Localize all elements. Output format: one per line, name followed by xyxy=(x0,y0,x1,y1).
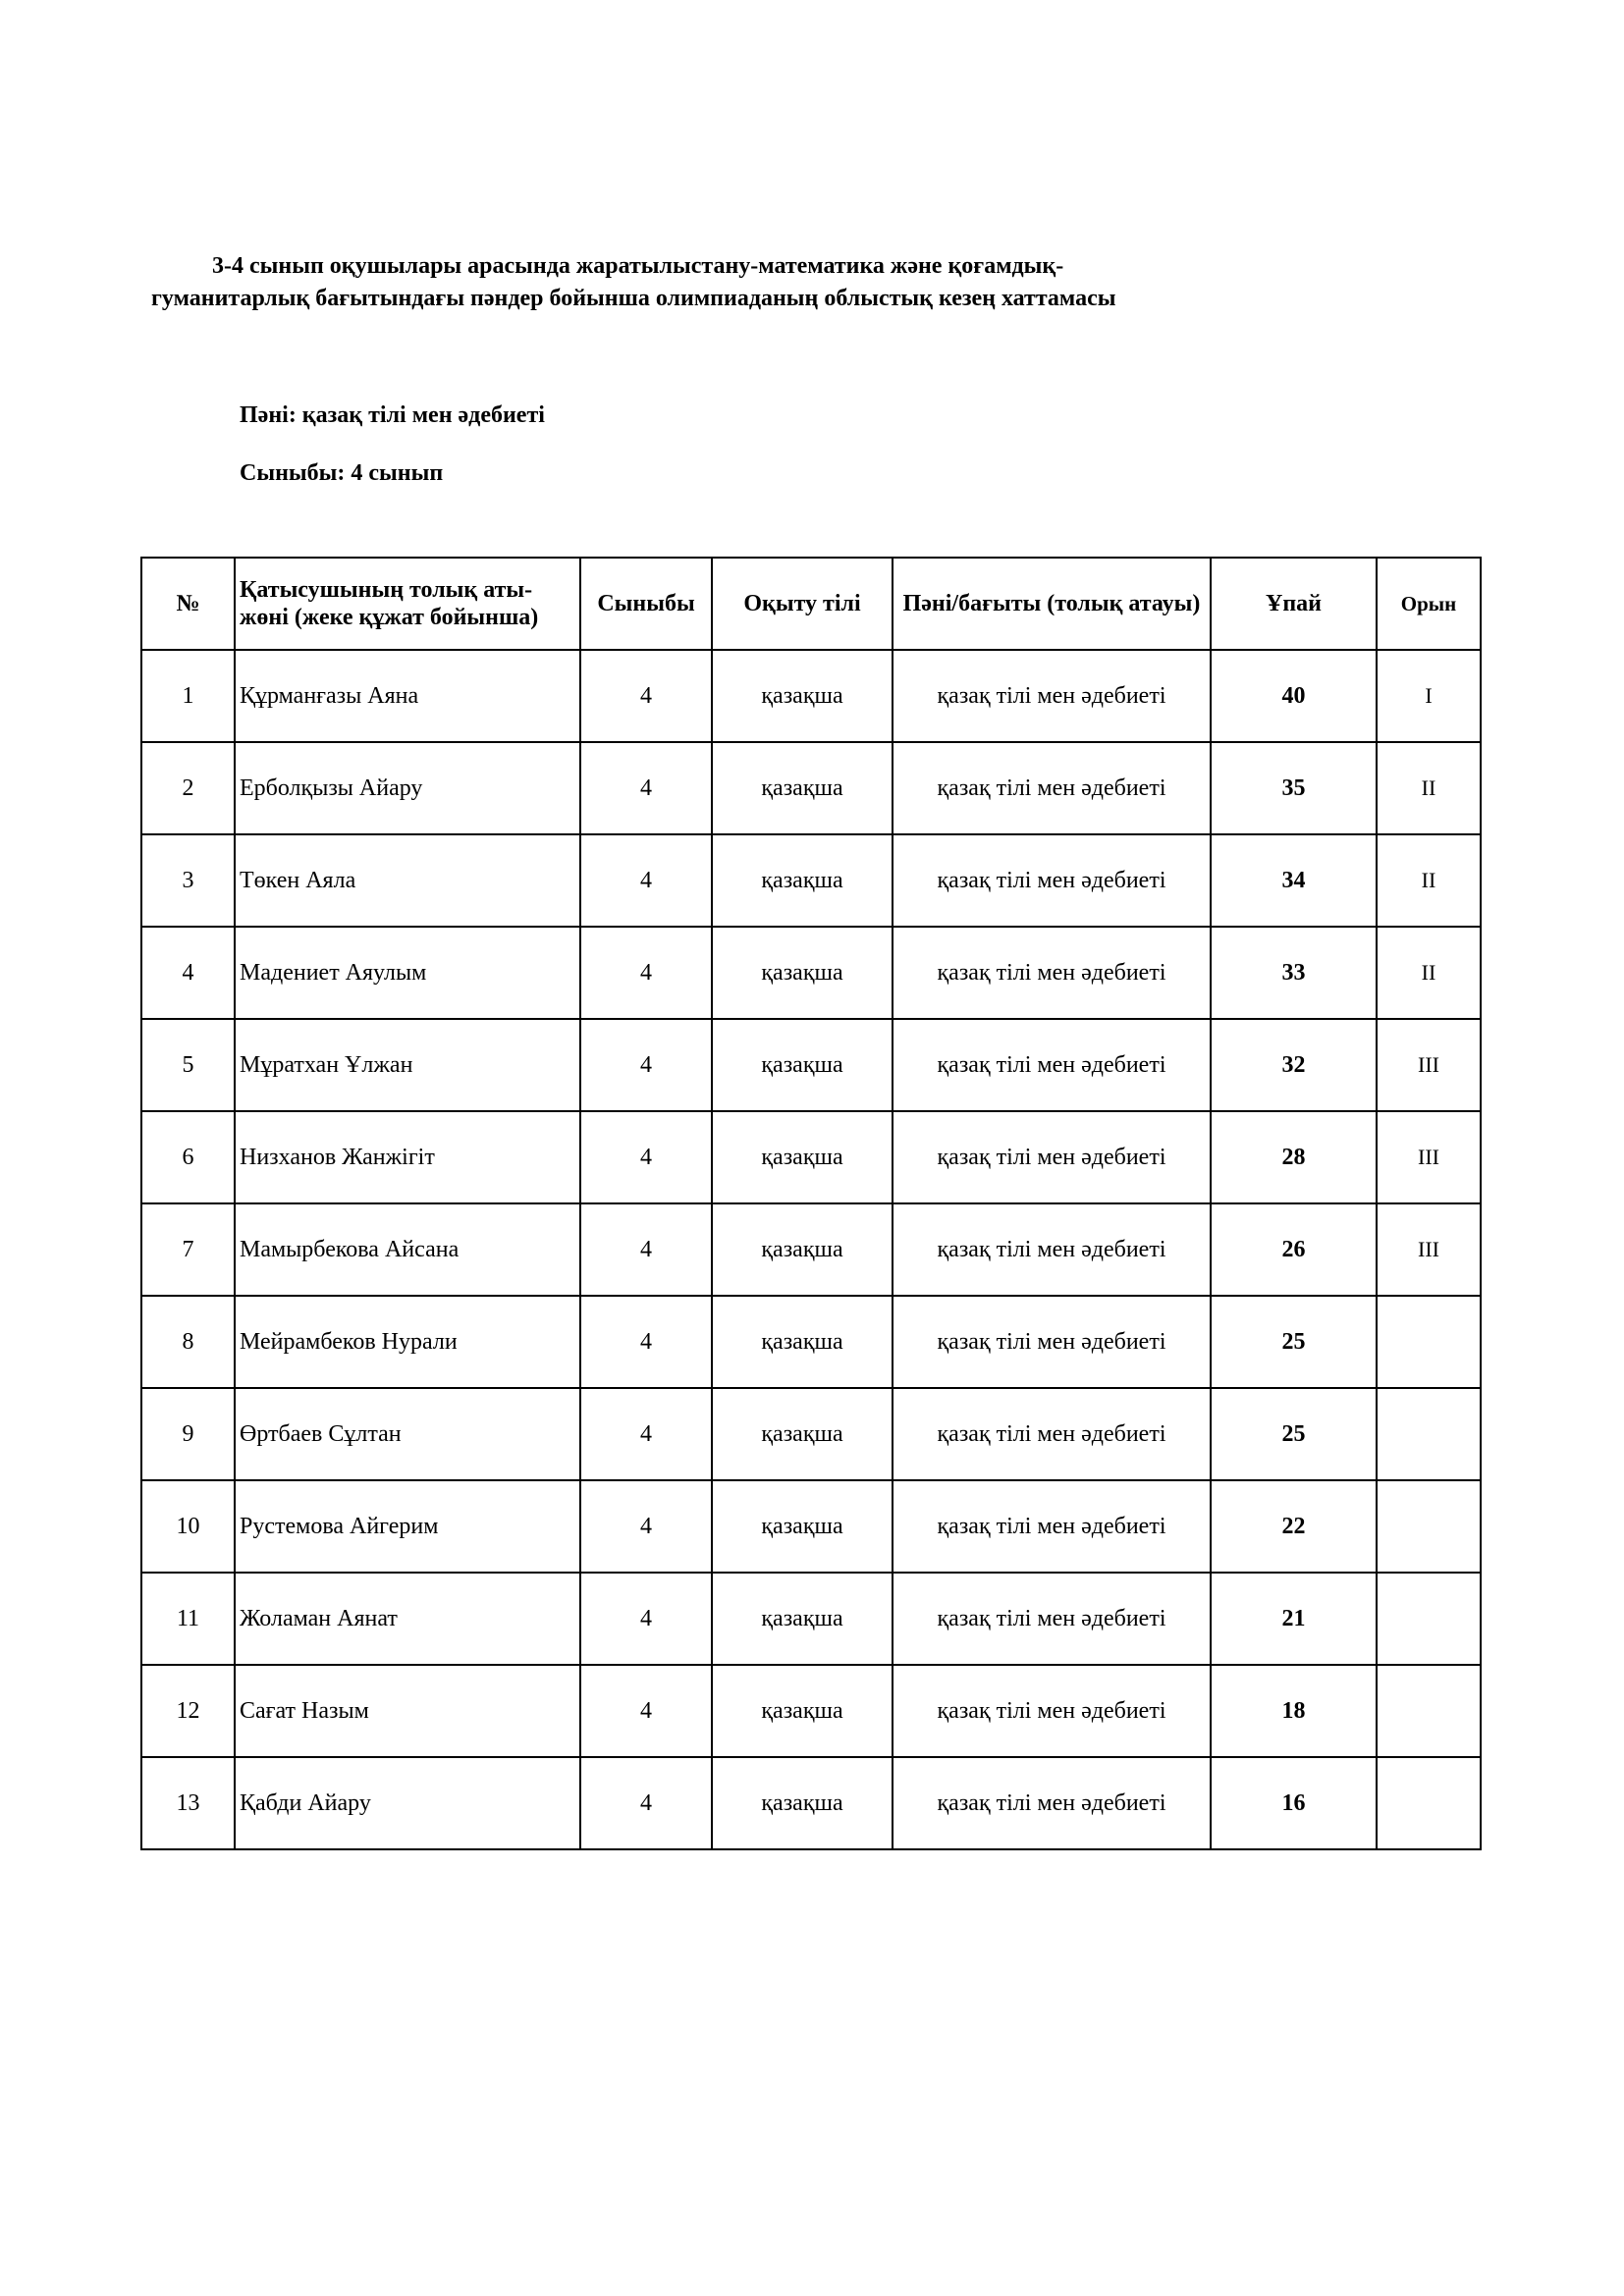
table-row xyxy=(141,927,1481,1019)
cell-participant-name: Өртбаев Сұлтан xyxy=(235,1388,580,1480)
cell-subject: қазақ тілі мен әдебиеті xyxy=(893,742,1211,834)
cell-subject: қазақ тілі мен әдебиеті xyxy=(893,1296,1211,1388)
header-grade: Сыныбы xyxy=(580,558,712,650)
cell-language: қазақша xyxy=(712,1573,893,1665)
cell-subject: қазақ тілі мен әдебиеті xyxy=(893,927,1211,1019)
cell-place: I xyxy=(1377,650,1481,742)
cell-number: 11 xyxy=(141,1573,235,1665)
cell-subject: қазақ тілі мен әдебиеті xyxy=(893,1203,1211,1296)
cell-number: 4 xyxy=(141,927,235,1019)
cell-language: қазақша xyxy=(712,1757,893,1849)
cell-language: қазақша xyxy=(712,1480,893,1573)
cell-grade: 4 xyxy=(580,1665,712,1757)
cell-subject: қазақ тілі мен әдебиеті xyxy=(893,1573,1211,1665)
cell-number: 9 xyxy=(141,1388,235,1480)
cell-place: II xyxy=(1377,742,1481,834)
cell-score: 25 xyxy=(1211,1296,1377,1388)
cell-participant-name: Қабди Айару xyxy=(235,1757,580,1849)
cell-participant-name: Төкен Аяла xyxy=(235,834,580,927)
cell-grade: 4 xyxy=(580,742,712,834)
cell-place xyxy=(1377,1388,1481,1480)
cell-place xyxy=(1377,1573,1481,1665)
table-row xyxy=(141,1757,1481,1849)
cell-participant-name: Мамырбекова Айсана xyxy=(235,1203,580,1296)
cell-subject: қазақ тілі мен әдебиеті xyxy=(893,834,1211,927)
cell-subject: қазақ тілі мен әдебиеті xyxy=(893,1665,1211,1757)
cell-participant-name: Мұратхан Ұлжан xyxy=(235,1019,580,1111)
cell-score: 28 xyxy=(1211,1111,1377,1203)
cell-language: қазақша xyxy=(712,1665,893,1757)
cell-language: қазақша xyxy=(712,650,893,742)
cell-participant-name: Мейрамбеков Нурали xyxy=(235,1296,580,1388)
cell-score: 21 xyxy=(1211,1573,1377,1665)
cell-number: 7 xyxy=(141,1203,235,1296)
cell-participant-name: Мадениет Аяулым xyxy=(235,927,580,1019)
cell-place: III xyxy=(1377,1203,1481,1296)
cell-grade: 4 xyxy=(580,1111,712,1203)
cell-score: 33 xyxy=(1211,927,1377,1019)
subject-line: Пәні: қазақ тілі мен әдебиеті xyxy=(240,402,545,428)
cell-subject: қазақ тілі мен әдебиеті xyxy=(893,1480,1211,1573)
title-line-1: 3-4 сынып оқушылары арасында жаратылыстану-математика және қоғамдық- xyxy=(212,253,1064,279)
table-row xyxy=(141,1019,1481,1111)
header-language: Оқыту тілі xyxy=(712,558,893,650)
cell-grade: 4 xyxy=(580,1388,712,1480)
cell-number: 3 xyxy=(141,834,235,927)
cell-place: III xyxy=(1377,1111,1481,1203)
cell-subject: қазақ тілі мен әдебиеті xyxy=(893,1019,1211,1111)
cell-subject: қазақ тілі мен әдебиеті xyxy=(893,1111,1211,1203)
cell-subject: қазақ тілі мен әдебиеті xyxy=(893,1388,1211,1480)
cell-language: қазақша xyxy=(712,742,893,834)
table-header-row xyxy=(141,558,1481,650)
cell-score: 22 xyxy=(1211,1480,1377,1573)
table-row xyxy=(141,1388,1481,1480)
header-place: Орын xyxy=(1377,558,1481,650)
cell-language: қазақша xyxy=(712,1388,893,1480)
cell-place: III xyxy=(1377,1019,1481,1111)
cell-participant-name: Сағат Назым xyxy=(235,1665,580,1757)
cell-number: 8 xyxy=(141,1296,235,1388)
table-row xyxy=(141,1665,1481,1757)
cell-participant-name: Құрманғазы Аяна xyxy=(235,650,580,742)
table-row xyxy=(141,1480,1481,1573)
cell-grade: 4 xyxy=(580,1757,712,1849)
cell-place: II xyxy=(1377,834,1481,927)
cell-place xyxy=(1377,1296,1481,1388)
cell-score: 25 xyxy=(1211,1388,1377,1480)
cell-number: 10 xyxy=(141,1480,235,1573)
cell-place: II xyxy=(1377,927,1481,1019)
title-line-2: гуманитарлық бағытындағы пәндер бойынша олимпиаданың облыстық кезең хаттамасы xyxy=(151,286,1116,311)
header-subject: Пәні/бағыты (толық атауы) xyxy=(893,558,1211,650)
cell-number: 2 xyxy=(141,742,235,834)
cell-grade: 4 xyxy=(580,1480,712,1573)
table-row xyxy=(141,1573,1481,1665)
cell-grade: 4 xyxy=(580,1296,712,1388)
cell-language: қазақша xyxy=(712,1296,893,1388)
cell-grade: 4 xyxy=(580,834,712,927)
cell-score: 16 xyxy=(1211,1757,1377,1849)
cell-participant-name: Низханов Жанжігіт xyxy=(235,1111,580,1203)
cell-number: 6 xyxy=(141,1111,235,1203)
cell-score: 32 xyxy=(1211,1019,1377,1111)
cell-subject: қазақ тілі мен әдебиеті xyxy=(893,650,1211,742)
table-body xyxy=(141,650,1481,1849)
cell-language: қазақша xyxy=(712,1019,893,1111)
cell-participant-name: Ерболқызы Айару xyxy=(235,742,580,834)
table-row xyxy=(141,742,1481,834)
cell-place xyxy=(1377,1480,1481,1573)
cell-score: 18 xyxy=(1211,1665,1377,1757)
table-row xyxy=(141,1111,1481,1203)
cell-grade: 4 xyxy=(580,650,712,742)
table-row xyxy=(141,1203,1481,1296)
cell-grade: 4 xyxy=(580,1573,712,1665)
cell-participant-name: Жоламан Аянат xyxy=(235,1573,580,1665)
cell-language: қазақша xyxy=(712,1203,893,1296)
table-row xyxy=(141,1296,1481,1388)
cell-participant-name: Рустемова Айгерим xyxy=(235,1480,580,1573)
cell-number: 1 xyxy=(141,650,235,742)
header-number: № xyxy=(141,558,235,650)
cell-language: қазақша xyxy=(712,834,893,927)
cell-number: 5 xyxy=(141,1019,235,1111)
cell-score: 26 xyxy=(1211,1203,1377,1296)
cell-number: 13 xyxy=(141,1757,235,1849)
results-table xyxy=(140,557,1482,1850)
grade-line: Сыныбы: 4 сынып xyxy=(240,460,444,486)
cell-score: 35 xyxy=(1211,742,1377,834)
cell-grade: 4 xyxy=(580,927,712,1019)
cell-grade: 4 xyxy=(580,1019,712,1111)
document-title xyxy=(147,250,1247,315)
table-row xyxy=(141,834,1481,927)
table-row xyxy=(141,650,1481,742)
cell-place xyxy=(1377,1757,1481,1849)
cell-subject: қазақ тілі мен әдебиеті xyxy=(893,1757,1211,1849)
cell-place xyxy=(1377,1665,1481,1757)
cell-score: 34 xyxy=(1211,834,1377,927)
cell-number: 12 xyxy=(141,1665,235,1757)
cell-grade: 4 xyxy=(580,1203,712,1296)
cell-language: қазақша xyxy=(712,927,893,1019)
cell-score: 40 xyxy=(1211,650,1377,742)
header-score: Ұпай xyxy=(1211,558,1377,650)
cell-language: қазақша xyxy=(712,1111,893,1203)
header-participant-name: Қатысушының толық аты-жөні (жеке құжат бойынша) xyxy=(235,558,580,650)
